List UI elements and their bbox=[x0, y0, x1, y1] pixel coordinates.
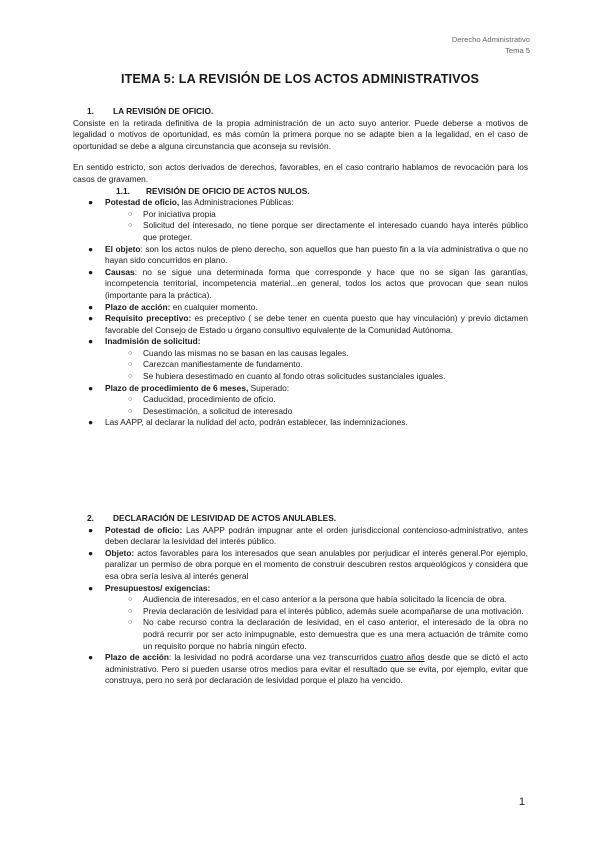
bullet-icon: ● bbox=[88, 243, 94, 254]
subsection-1-1-number: 1.1. bbox=[116, 185, 130, 196]
list-item: ● Las AAPP, al declarar la nulidad del acto, podrán establecer, las indemnizaciones. bbox=[88, 417, 408, 428]
section-2 bbox=[73, 513, 528, 687]
list-item: ● Plazo de acción: la lesividad no podrá acordarse una vez transcurridos cuatro años desde que se dictó el acto administrativo. Pero si pueden usarse otros medios para evitar el resultado que se evita, por ejemplo, evitar que construya, pero no será por declaración de lesividad porque el plazo ha vencido. bbox=[88, 652, 528, 686]
section-2-title: DECLARACIÓN DE LESIVIDAD DE ACTOS ANULABLES. bbox=[113, 513, 337, 523]
sub-list-item: ○ Se hubiera desestimado en cuanto al fondo otras solicitudes sustanciales iguales. bbox=[128, 371, 446, 382]
page-number: 1 bbox=[518, 796, 525, 808]
bullet-icon: ● bbox=[88, 336, 94, 347]
section-1-title: LA REVISIÓN DE OFICIO. bbox=[113, 106, 214, 116]
list-item: ● Inadmisión de solicitud: bbox=[88, 336, 201, 347]
circle-bullet-icon: ○ bbox=[128, 596, 133, 604]
sub-list-item: ○ Previa declaración de lesividad para el interés público, además suele acompañarse de una motivación. bbox=[128, 605, 524, 616]
section-1-paragraph-2: En sentido estricto, son actos derivados de derechos, favorables, en el caso contrario hablamos de revocación para los casos de gravamen. bbox=[73, 162, 528, 184]
sub-list-item: ○ Carezcan manifiestamente de fundamento. bbox=[128, 359, 303, 370]
bullet-icon: ● bbox=[88, 524, 94, 535]
bullet-icon: ● bbox=[88, 266, 94, 277]
underlined-term: cuatro años bbox=[380, 652, 425, 663]
section-1-heading bbox=[73, 106, 528, 118]
header-topic: Tema 5 bbox=[505, 46, 530, 55]
subsection-1-1-heading bbox=[73, 186, 528, 198]
list-item: ● Potestad de oficio: Las AAPP podrán impugnar ante el orden jurisdiccional contencioso-administrativo, antes deben declarar la lesividad del interés público. bbox=[88, 524, 528, 547]
bullet-icon: ● bbox=[88, 547, 94, 558]
subsection-1-1-title: REVISIÓN DE OFICIO DE ACTOS NULOS. bbox=[146, 185, 310, 196]
section-1 bbox=[73, 106, 528, 429]
list-item: ● Causas: no se sigue una determinada forma que corresponde y hace que no se sigan las garantías, incompetencia territorial, incompetencia material...en general, todos los actos que provocan que sean nulos (importante para la práctica). bbox=[88, 266, 528, 300]
sub-list-item: ○ Desestimación, a solicitud de interesado bbox=[128, 405, 293, 416]
section-2-number: 2. bbox=[87, 513, 94, 523]
list-item: ● El objeto: son los actos nulos de pleno derecho, son aquellos que han puesto fin a la vía administrativa o que no hayan sido concurridos en plano. bbox=[88, 243, 528, 266]
circle-bullet-icon: ○ bbox=[128, 396, 133, 404]
page-title: ITEMA 5: LA REVISIÓN DE LOS ACTOS ADMINISTRATIVOS bbox=[120, 72, 479, 86]
circle-bullet-icon: ○ bbox=[128, 361, 133, 369]
section-1-paragraph-1: Consiste en la retirada definitiva de la propia administración de un acto suyo anterior. Puede deberse a motivos de legalidad o motivos de oportunidad, es más común la primera porque no se adapte bien a la legalidad, en el caso de oportunidad se debe a alguna circunstancia que aconseja su revisión. bbox=[73, 117, 528, 151]
bullet-icon: ● bbox=[88, 197, 94, 208]
circle-bullet-icon: ○ bbox=[128, 222, 133, 230]
bullet-icon: ● bbox=[88, 301, 94, 312]
circle-bullet-icon: ○ bbox=[128, 210, 133, 218]
list-item: ● Requisito preceptivo: es preceptivo ( se debe tener en cuenta puesto que hay vinculación) y previo dictamen favorable del Consejo de Estado u órgano consultivo equivalente de la Comunidad Autónoma. bbox=[88, 313, 528, 335]
bullet-icon: ● bbox=[88, 313, 94, 324]
circle-bullet-icon: ○ bbox=[128, 373, 133, 381]
circle-bullet-icon: ○ bbox=[128, 407, 133, 415]
sub-list-item: ○ Audiencia de interesados, en el caso anterior a la persona que había solicitado la licencia de obra. bbox=[128, 594, 507, 605]
sub-list-item: ○ Caducidad, procedimiento de oficio. bbox=[128, 394, 276, 405]
page-header bbox=[452, 34, 530, 56]
list-item: ● Plazo de procedimiento de 6 meses, Superado: bbox=[88, 382, 290, 393]
section-2-heading bbox=[73, 513, 528, 525]
bullet-icon: ● bbox=[88, 582, 94, 593]
circle-bullet-icon: ○ bbox=[128, 607, 133, 615]
circle-bullet-icon: ○ bbox=[128, 349, 133, 357]
list-item: ● Potestad de oficio, las Administraciones Públicas: bbox=[88, 197, 294, 208]
list-item: ● Objeto: actos favorables para los interesados que sean anulables por perjudicar el interés general.Por ejemplo, paralizar un permiso de obra porque en el momento de construir descubren restos arqueológicos y considera que esa obra sería lesiva al interés general bbox=[88, 547, 528, 581]
header-subject: Derecho Administrativo bbox=[451, 35, 530, 44]
list-item: ● Plazo de acción: en cualquier momento. bbox=[88, 301, 258, 312]
section-1-number: 1. bbox=[87, 106, 94, 116]
list-item: ● Presupuestos/ exigencias: bbox=[88, 582, 211, 593]
bullet-icon: ● bbox=[88, 652, 94, 663]
sub-list-item: ○ Por iniciativa propia bbox=[128, 208, 216, 219]
sub-list-item: ○ Solicitud del interesado, no tiene porque ser directamente el interesado cuando haya interés público que proteger. bbox=[128, 220, 528, 242]
bullet-icon: ● bbox=[88, 417, 94, 428]
sub-list-item: ○ Cuando las mismas no se basan en las causas legales. bbox=[128, 347, 349, 358]
sub-list-item: ○ No cabe recurso contra la declaración de lesividad, en el caso anterior, el interesado de la obra no podrá recurrir por ser acto inimpugnable, esto demuestra que es una mera actuación de trámite como un requisito porque no habría ningún efecto. bbox=[128, 617, 528, 651]
circle-bullet-icon: ○ bbox=[128, 619, 133, 627]
bullet-icon: ● bbox=[88, 382, 94, 393]
